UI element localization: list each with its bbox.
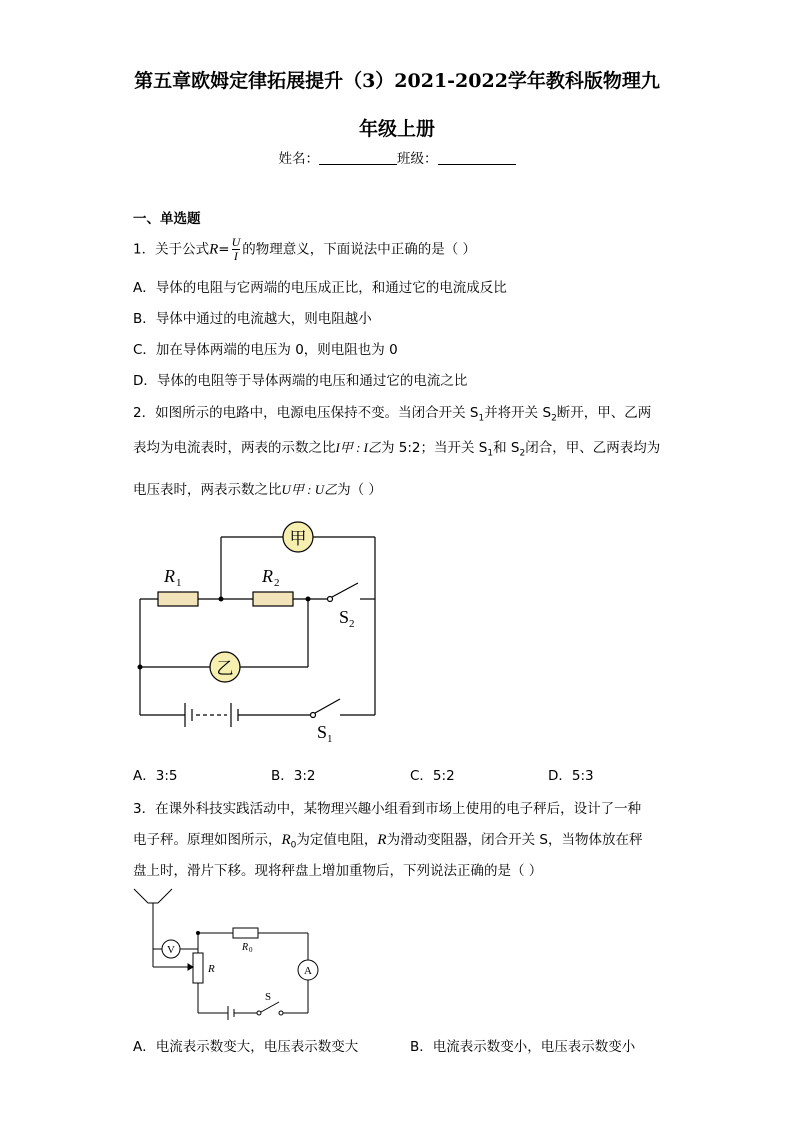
class-label: 班级： <box>397 151 438 167</box>
q1-fraction <box>232 236 241 263</box>
r1-resistor <box>158 592 198 606</box>
q3-circuit-diagram <box>128 885 328 1025</box>
meter-yi-label: 乙 <box>216 659 234 678</box>
q2-option-d[interactable]: D．5:3 <box>548 768 594 784</box>
q1-formula-lhs: R <box>209 241 219 258</box>
q1-option-d[interactable]: D．导体的电阻等于导体两端的电压和通过它的电流之比 <box>133 373 468 389</box>
ammeter-label: A <box>304 965 312 977</box>
s2-sub: 2 <box>349 618 355 630</box>
q3-switch-label: S <box>265 991 272 1003</box>
s2-label: S <box>339 607 350 627</box>
q3-stem-line1: 3．在课外科技实践活动中，某物理兴趣小组看到市场上使用的电子秤后，设计了一种 <box>133 801 642 817</box>
r2-resistor <box>253 592 293 606</box>
q3-switch <box>261 1002 279 1012</box>
q3-stem-line3: 盘上时，滑片下移。现将秤盘上增加重物后，下列说法正确的是（ ） <box>133 863 543 879</box>
s1-switch <box>315 699 340 713</box>
q3-option-b[interactable]: B．电流表示数变小，电压表示数变小 <box>410 1039 636 1055</box>
q2-stem-line3: 电压表时，两表示数之比U甲 : U乙为（ ） <box>133 482 382 498</box>
name-blank[interactable] <box>319 151 397 165</box>
section-heading: 一、单选题 <box>133 211 201 227</box>
r1-label: R <box>164 566 175 586</box>
r0-label: R <box>242 942 249 953</box>
q1-option-c[interactable]: C．加在导体两端的电压为 0，则电阻也为 0 <box>133 342 398 358</box>
q3-stem-line2: 电子秤。原理如图所示，$R_0$为定值电阻，R为滑动变阻器，闭合开关 S，当物体放在秤 <box>133 832 643 851</box>
rheostat-label: R <box>208 963 215 975</box>
r2-sub: 2 <box>274 577 280 589</box>
resistor-r0 <box>233 928 258 938</box>
class-blank[interactable] <box>438 151 516 165</box>
q1-option-a[interactable]: A．导体的电阻与它两端的电压成正比，和通过它的电流成反比 <box>133 280 507 296</box>
q1-formula-den: I <box>233 249 238 263</box>
s1-label: S <box>317 722 328 742</box>
r0-sub: 0 <box>249 946 253 954</box>
q2-option-b[interactable]: B．3:2 <box>271 768 316 784</box>
voltmeter-label: V <box>167 944 175 956</box>
q2-option-c[interactable]: C．5:2 <box>410 768 455 784</box>
q1-stem <box>133 236 476 263</box>
q2-option-a[interactable]: A．3:5 <box>133 768 178 784</box>
meter-jia-label: 甲 <box>289 529 307 548</box>
q1-suffix: 的物理意义，下面说法中正确的是（ ） <box>242 241 477 258</box>
student-info <box>0 147 794 167</box>
r2-label: R <box>262 566 273 586</box>
q2-circuit-diagram <box>130 515 390 745</box>
q1-formula-eq: = <box>218 241 230 258</box>
q2-current-ratio: I甲 : I乙 <box>335 440 381 455</box>
rheostat-r <box>193 953 203 983</box>
name-label: 姓名： <box>278 151 319 167</box>
q2-stem-line1: 2．如图所示的电路中，电源电压保持不变。当闭合开关 $S_1$并将开关 $S_2$断开，甲、乙两 <box>133 405 652 424</box>
q1-option-b[interactable]: B．导体中通过的电流越大，则电阻越小 <box>133 311 372 327</box>
q2-voltage-ratio: U甲 : U乙 <box>281 482 338 497</box>
q1-prefix: 1．关于公式 <box>133 241 210 258</box>
q1-formula-num: U <box>231 235 241 249</box>
doc-title-line1: 第五章欧姆定律拓展提升（3）2021-2022学年教科版物理九 <box>134 70 660 92</box>
q3-option-a[interactable]: A．电流表示数变大，电压表示数变大 <box>133 1039 359 1055</box>
r1-sub: 1 <box>176 577 182 589</box>
q2-stem-line2: 表均为电流表时，两表的示数之比I甲 : I乙为 5:2；当开关 $S_1$和 $S_2$闭合，甲、乙两表均为 <box>133 440 661 459</box>
doc-title-line2: 年级上册 <box>358 118 435 140</box>
s2-switch <box>332 583 358 597</box>
s1-sub: 1 <box>327 733 333 745</box>
